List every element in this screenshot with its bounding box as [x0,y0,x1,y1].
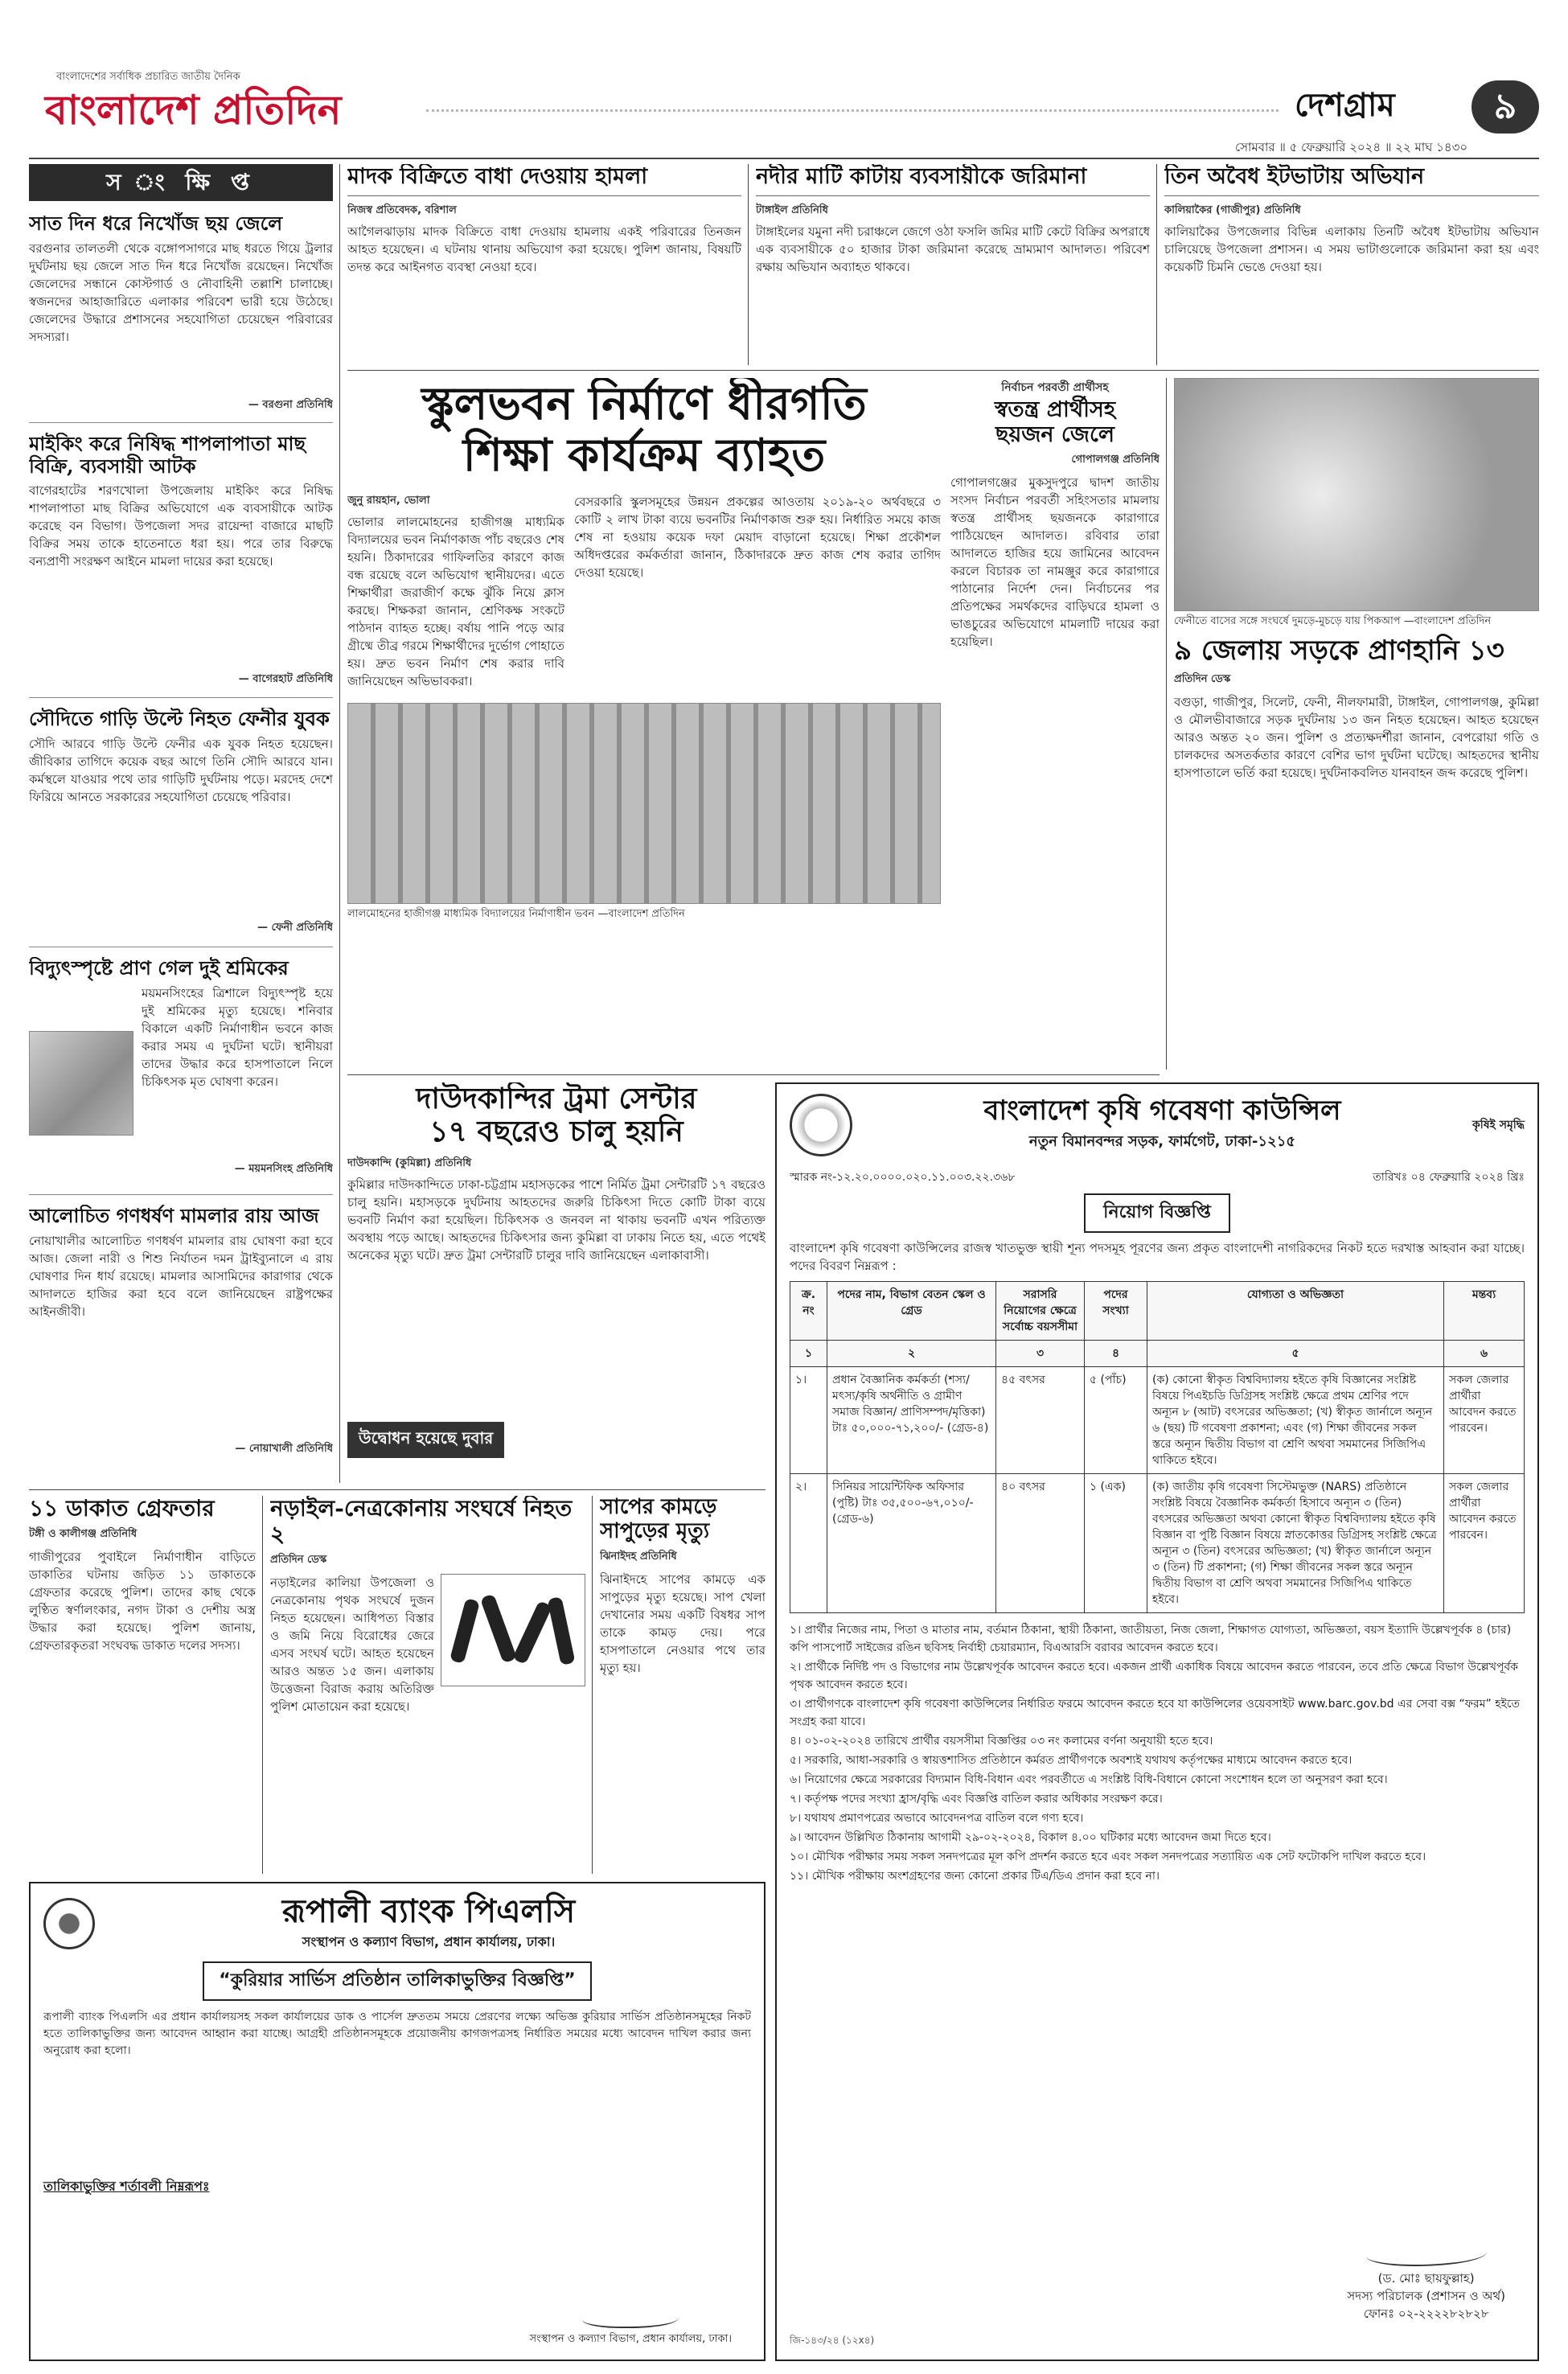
brief-byline: — বরগুনা প্রতিনিধি [248,398,333,411]
condition-item: ১০। মৌখিক পরীক্ষার সময় সকল সনদপত্রের মূল কপি প্রদর্শন করতে হবে এবং সকল সনদপত্রের সত্যায়িত এক সেট ফটোকপি দাখিল করতে হবে। [790,1850,1426,1863]
signer-title: সদস্য পরিচালক (প্রশাসন ও অর্থ) [1347,2289,1505,2303]
column-rule [339,164,340,1483]
sangkhipto-header [29,164,333,201]
column-rule [592,1496,593,1874]
story-headline: মাদক বিক্রিতে বাধা দেওয়ায় হামলা [347,164,741,196]
candidate-kicker: নির্বাচন পরবর্তী প্রার্থীসহ [1001,381,1109,394]
story-body: টাঙ্গাইলের যমুনা নদী চরাঞ্চলে জেগে ওঠা ফসলি জমির মাটি কেটে বিক্রির অপরাধে এক ব্যবসায়ীকে ৫০ হাজার টাকা জরিমানা করেছে ভ্রাম্যমাণ আদালত। পরিবেশ রক্ষায় অভিযান অব্যাহত থাকবে। [756,224,1150,275]
cell-post: প্রধান বৈজ্ঞানিক কর্মকর্তা (শস্য/মৎস্য/কৃষি অর্থনীতি ও গ্রামীণ সমাজ বিজ্ঞান/ প্রাণিসম্পদ/মৃত্তিকা) টাঃ ৫০,০০০-৭১,২০০/- (গ্রেড-৪) [827,1367,996,1474]
school-headline-line2: শিক্ষা কার্যক্রম ব্যাহত [462,429,826,483]
masthead [0,0,1568,153]
candidate-headline-line1: স্বতন্ত্র প্রার্থীসহ [994,397,1116,422]
barc-intro: বাংলাদেশ কৃষি গবেষণা কাউন্সিলের রাজস্ব খাতভুক্ত স্থায়ী শূন্য পদসমূহ পূরণের জন্য প্রকৃত বাংলাদেশী নাগরিকদের নিকট হতে দরখাস্ত আহবান করা যাচ্ছে। পদের বিবরণ নিম্নরূপ : [790,1241,1525,1273]
sangkhipto-column [29,164,333,1483]
brief-item [29,433,333,698]
table-header: যোগ্যতা ও অভিজ্ঞতা [1147,1282,1444,1341]
table-header: পদের নাম, বিভাগ বেতন স্কেল ও গ্রেড [827,1282,996,1341]
brief-byline: — ময়মনসিংহ প্রতিনিধি [234,1162,333,1175]
brief-headline: আলোচিত গণধর্ষণ মামলার রায় আজ [29,1205,319,1227]
rupali-title: রূপালী ব্যাংক পিএলসি [281,1892,576,1930]
school-byline: জুনু রায়হান, ভোলা [347,494,430,507]
rupali-conditions-title: তালিকাভুক্তির শর্তাবলী নিম্নরূপঃ [43,2179,210,2194]
table-header: সরাসরি নিয়োগের ক্ষেত্রে সর্বোচ্চ বয়সসীমা [996,1282,1085,1341]
cell-count: ১ (এক) [1085,1474,1147,1613]
column-number: ৩ [996,1341,1085,1367]
condition-item: ১১। মৌখিক পরীক্ষায় অংশগ্রহণের জন্য কোনো প্রকার টিএ/ডিএ প্রদান করা হবে না। [790,1870,1160,1883]
accident-byline: প্রতিদিন ডেস্ক [1174,673,1231,686]
barc-ad-code: জি-১৪৩/২৪ (১২x৪) [790,2335,875,2346]
masthead-divider-line [426,109,1279,112]
condition-item: ২। প্রার্থীকে নির্দিষ্ট পদ ও বিভাগের নাম উল্লেখপূর্বক আবেদন করতে হবে। একজন প্রার্থী একাধিক বিষয়ে আবেদন করতে পারবেন, তবে প্রতি ক্ষেত্রে বিভাগ উল্লেখপূর্বক পৃথক আবেদন করতে হবে। [790,1661,1518,1691]
brief-item [29,957,333,1195]
brief-byline: — নোয়াখালী প্রতিনিধি [235,1442,333,1455]
story-byline: নিজস্ব প্রতিবেদক, বরিশাল [347,204,457,217]
clash-silhouette-graphic [441,1574,585,1686]
table-header: পদের সংখ্যা [1085,1282,1147,1341]
cell-qualification: (ক) কোনো স্বীকৃত বিশ্ববিদ্যালয় হইতে কৃষি বিজ্ঞানের সংশ্লিষ্ট বিষয়ে পিএইচডি ডিগ্রিসহ সংশ্লিষ্ট ক্ষেত্রে প্রথম শ্রেণির পদে অন্যূন ৮ (আট) বৎসরের অভিজ্ঞতা; (খ) স্বীকৃত জার্নালে অন্যূন ৬ (ছয়) টি গবেষণা প্রকাশনা; এবং (গ) শিক্ষা জীবনের সকল স্তরে অন্যূন দ্বিতীয় বিভাগ বা শ্রেণি অথবা সমমানের সিজিপিএ থাকিতে হইবে। [1147,1367,1444,1474]
section-name: দেশগ্রাম [1295,86,1395,124]
robbery-body: গাজীপুরের পুবাইলে নির্মাণাধীন বাড়িতে ডাকাতির ঘটনায় জড়িত ১১ ডাকাতকে গ্রেফতার করেছে পুলিশ। তাদের কাছ থেকে লুণ্ঠিত স্বর্ণালংকার, নগদ টাকা ও দেশীয় অস্ত্র উদ্ধার করা হয়েছে। পুলিশ জানায়, গ্রেফতারকৃতরা সংঘবদ্ধ ডাকাত দলের সদস্য। [29,1550,256,1653]
condition-item: ৭। কর্তৃপক্ষ পদের সংখ্যা হ্রাস/বৃদ্ধি এবং বিজ্ঞপ্তি বাতিল করার অধিকার সংরক্ষণ করে। [790,1793,1163,1805]
condition-item: ৪। ০১-০২-২০২৪ তারিখে প্রার্থীর বয়সসীমা বিজ্ঞপ্তির ০৩ নং কলামের বর্ণনা অনুযায়ী হতে হবে। [790,1735,1213,1748]
robbery-headline: ১১ ডাকাত গ্রেফতার [29,1496,215,1522]
snake-body: ঝিনাইদহে সাপের কামড়ে এক সাপুড়ের মৃত্যু হয়েছে। সাপ খেলা দেখানোর সময় একটি বিষধর সাপ তাকে কামড় দেয়। পরে হাসপাতালে নেওয়ার পথে তার মৃত্যু হয়। [600,1571,766,1675]
story-body: আগৈলঝাড়ায় মাদক বিক্রিতে বাধা দেওয়ায় হামলায় একই পরিবারের তিনজন আহত হয়েছেন। এ ঘটনায় থানায় অভিযোগ করা হয়েছে। পুলিশ জানায়, বিষয়টি তদন্ত করে আইনগত ব্যবস্থা নেওয়া হবে। [347,224,741,275]
cell-sl: ২। [790,1474,827,1613]
column-number: ২ [827,1341,996,1367]
cell-sl: ১। [790,1367,827,1474]
cell-qualification: (ক) জাতীয় কৃষি গবেষণা সিস্টেমভুক্ত (NARS) প্রতিষ্ঠানে সংশ্লিষ্ট বিষয়ে বৈজ্ঞানিক কর্মকর্তা হিসাবে অন্যূন ৩ (তিন) বৎসরের অভিজ্ঞতা অথবা কোনো স্বীকৃত বিশ্ববিদ্যালয় হইতে কৃষি বিজ্ঞান বা পুষ্টি বিজ্ঞান বিষয়ে স্নাতকোত্তর ডিগ্রিসহ সংশ্লিষ্ট ক্ষেত্রে অন্যূন ৩ (তিন) বৎসরের অভিজ্ঞতা; (খ) স্বীকৃত জার্নালে অন্যূন ৩ (তিন) টি প্রকাশনা; (গ) শিক্ষা জীবনের সকল স্তরে অন্যূন দ্বিতীয় বিভাগ বা শ্রেণি অথবা সমমানের সিজিপিএ থাকিতে হইবে। [1147,1474,1444,1613]
story-byline: কালিয়াকৈর (গাজীপুর) প্রতিনিধি [1164,204,1301,217]
section-rule [347,370,1539,371]
clash-byline: প্রতিদিন ডেস্ক [270,1554,327,1567]
barc-memo: স্মারক নং-১২.২০.০০০০.০২০.১১.০০৩.২২.৩৬৮ [790,1171,1016,1184]
school-body-continued: বেসরকারি স্কুলসমূহের উন্নয়ন প্রকল্পের আওতায় ২০১৯-২০ অর্থবছরে ৩ কোটি ২ লাখ টাকা ব্যয়ে ভবনটির নির্মাণকাজ শুরু হয়। নির্ধারিত সময়ে কাজ শেষ না হওয়ায় কয়েক দফা মেয়াদ বাড়ানো হয়েছে। শিক্ষা প্রকৌশল অধিদপ্তরের কর্মকর্তারা জানান, ঠিকাদারকে দ্রুত কাজ শেষ করার তাগিদ দেওয়া হয়েছে। [574,494,941,580]
column-number: ১ [790,1341,827,1367]
barc-recruitment-ad [775,1082,1539,2361]
brief-item [29,212,333,423]
brief-item [29,708,333,947]
column-rule [262,1496,263,1874]
brief-byline: — ফেনী প্রতিনিধি [257,921,333,934]
cell-age: ৪৫ বৎসর [996,1367,1085,1474]
barc-logo [790,1094,852,1156]
school-photo-caption: লালমোহনের হাজীগঞ্জ মাধ্যমিক বিদ্যালয়ের নির্মাণাধীন ভবন —বাংলাদেশ প্রতিদিন [347,907,685,920]
electrocution-photo [29,1031,133,1136]
signer-name: (ড. মোঃ ছায়ফুল্লাহ) [1377,2271,1475,2286]
signer-phone: ফোনঃ ০২-২২২২৮২৮২৮ [1363,2306,1489,2321]
accident-story [1174,378,1539,1182]
table-row [790,1474,1525,1613]
robbery-story [29,1496,256,1874]
column-number: ৫ [1147,1341,1444,1367]
accident-headline: ৯ জেলায় সড়কে প্রাণহানি ১৩ [1174,635,1504,667]
school-body: ভোলার লালমোহনের হাজীগঞ্জ মাধ্যমিক বিদ্যালয়ের ভবন নির্মাণকাজ পাঁচ বছরেও শেষ হয়নি। ঠিকাদারের গাফিলতির কারণে কাজ বন্ধ রয়েছে বলে অভিযোগ স্থানীয়দের। এতে শিক্ষার্থীরা জরাজীর্ণ কক্ষে ঝুঁকি নিয়ে ক্লাস করছে। শিক্ষকরা জানান, শ্রেণিকক্ষ সংকটে পাঠদান ব্যাহত হচ্ছে। বর্ষায় পানি পড়ে আর গ্রীষ্মে তীব্র গরমে শিক্ষার্থীদের দুর্ভোগ পোহাতে হয়। দ্রুত ভবন নির্মাণ শেষ করার দাবি জানিয়েছেন অভিভাবকরা। [347,514,564,688]
clash-headline: নড়াইল-নেত্রকোনায় সংঘর্ষে নিহত ২ [270,1496,573,1548]
condition-item: ৯। আবেদন উল্লিখিত ঠিকানায় আগামী ২৯-০২-২০২৪, বিকাল ৪.০০ ঘটিকার মধ্যে আবেদন জমা দিতে হবে। [790,1831,1271,1844]
story-headline: নদীর মাটি কাটায় ব্যবসায়ীকে জরিমানা [756,164,1150,196]
barc-posts-table [790,1281,1525,1613]
trauma-callout-text: উদ্বোধন হয়েছে দুবার [359,1427,494,1448]
column-rule [1156,164,1157,365]
condition-item: ১। প্রার্থীর নিজের নাম, পিতা ও মাতার নাম, বর্তমান ঠিকানা, স্থায়ী ঠিকানা, জাতীয়তা, নিজ জেলা, শিক্ষাগত যোগ্যতা, অভিজ্ঞতা, বয়স ইত্যাদি উল্লেখপূর্বক ৪ (চার) কপি পাসপোর্ট সাইজের রঙিন ছবিসহ নির্বাহী চেয়ারম্যান, বিএআরসি বরাবর আবেদন করতে হবে। [790,1624,1512,1654]
brief-byline: — বাগেরহাট প্রতিনিধি [238,673,333,686]
rupali-subtitle: সংস্থাপন ও কল্যাণ বিভাগ, প্রধান কার্যালয়, ঢাকা। [302,1934,556,1949]
page-number-badge [1472,80,1539,133]
accident-photo-caption: ফেনীতে বাসের সঙ্গে সংঘর্ষে দুমড়ে-মুচড়ে যায় পিকআপ —বাংলাদেশ প্রতিদিন [1174,615,1492,627]
signature-scribble [582,2307,679,2328]
masthead-logo: বাংলাদেশ প্রতিদিন [45,86,342,133]
rupali-box-title: “কুরিয়ার সার্ভিস প্রতিষ্ঠান তালিকাভুক্তির বিজ্ঞপ্তি” [203,1961,591,2001]
school-building-photo [347,703,941,904]
condition-item: ৫। সরকারি, আধা-সরকারি ও স্বায়ত্তশাসিত প্রতিষ্ঠানে কর্মরত প্রার্থীগণকে অবশ্যই যথাযথ কর্তৃপক্ষের মাধ্যমে আবেদন করতে হবে। [790,1754,1353,1767]
trauma-callout [347,1422,504,1458]
column-number: ৪ [1085,1341,1147,1367]
top-story-2 [756,164,1150,365]
accident-photo [1174,378,1539,611]
page-number: ৯ [1493,86,1517,127]
column-number: ৬ [1444,1341,1525,1367]
section-rule [347,1074,1160,1075]
top-story-1 [347,164,741,365]
rupali-bank-ad [29,1882,766,2361]
snake-byline: ঝিনাইদহ প্রতিনিধি [600,1550,677,1563]
candidate-headline-line2: ছয়জন জেলে [995,422,1115,448]
brief-body: ময়মনসিংহের ত্রিশালে বিদ্যুৎস্পৃষ্ট হয়ে দুই শ্রমিকের মৃত্যু হয়েছে। শনিবার বিকালে একটি নির্মাণাধীন ভবনে কাজ করার সময় এ দুর্ঘটনা ঘটে। স্থানীয়রা তাদের উদ্ধার করে হাসপাতালে নিলে চিকিৎসক মৃত ঘোষণা করেন। [142,985,333,1089]
barc-notice-title: নিয়োগ বিজ্ঞপ্তি [1084,1193,1230,1233]
sangkhipto-title: স ং ক্ষি প্ত [106,169,256,195]
table-number-row [790,1341,1525,1367]
trauma-byline: দাউদকান্দি (কুমিল্লা) প্রতিনিধি [347,1156,472,1169]
story-byline: টাঙ্গাইল প্রতিনিধি [756,204,828,217]
snake-story [600,1496,766,1874]
brief-headline: সৌদিতে গাড়ি উল্টে নিহত ফেনীর যুবক [29,708,330,730]
snake-headline: সাপের কামড়ে সাপুড়ের মৃত্যু [600,1496,717,1543]
section-rule [29,1489,766,1490]
top-story-3 [1164,164,1539,365]
condition-item: ৮। যথাযথ প্রমাণপত্রের অভাবে আবেদনপত্র বাতিল বলে গণ্য হবে। [790,1812,1084,1825]
candidate-byline: গোপালগঞ্জ প্রতিনিধি [1071,454,1160,466]
rupali-logo [43,1898,95,1949]
masthead-tagline: বাংলাদেশের সর্বাধিক প্রচারিত জাতীয় দৈনিক [56,71,240,83]
rupali-signature-dept: সংস্থাপন ও কল্যাণ বিভাগ, প্রধান কার্যালয়, ঢাকা। [529,2333,732,2345]
brief-item [29,1205,333,1462]
column-rule [748,164,749,365]
brief-body: সৌদি আরবে গাড়ি উল্টে ফেনীর এক যুবক নিহত হয়েছেন। জীবিকার তাগিদে কয়েক বছর আগে তিনি সৌদি আরবে যান। কর্মস্থলে যাওয়ার পথে তার গাড়িটি দুর্ঘটনায় পড়ে। মরদেহ দেশে ফিরিয়ে আনতে সরকারের সহযোগিতা চেয়েছে পরিবার। [29,736,333,804]
condition-item: ৩। প্রার্থীগণকে বাংলাদেশ কৃষি গবেষণা কাউন্সিলের নির্ধারিত ফরমে আবেদন করতে হবে যা কাউন্সিলের ওয়েবসাইট www.barc.gov.bd এর সেবা বক্স “ফরম” হইতে সংগ্রহ করা যাবে। [790,1698,1520,1728]
cell-age: ৪০ বৎসর [996,1474,1085,1613]
brief-body: বরগুনার তালতলী থেকে বঙ্গোপসাগরে মাছ ধরতে গিয়ে ট্রলার দুর্ঘটনায় ছয় জেলে সাত দিন ধরে নিখোঁজ রয়েছেন। নিখোঁজ জেলেদের সন্ধানে কোস্টগার্ড ও নৌবাহিনী তল্লাশি চালাচ্ছে। স্বজনদের আহাজারিতে এলাকার পরিবেশ ভারী হয়ে উঠেছে। জেলেদের উদ্ধারে প্রশাসনের সহযোগিতা চেয়েছেন পরিবারের সদস্যরা। [29,240,333,344]
accident-body: বগুড়া, গাজীপুর, সিলেট, ফেনী, নীলফামারী, টাঙ্গাইল, গোপালগঞ্জ, কুমিল্লা ও মৌলভীবাজারে সড়ক দুর্ঘটনায় ১৩ জন নিহত হয়েছেন। আহত হয়েছেন আরও অন্তত ২০ জন। পুলিশ ও প্রত্যক্ষদর্শীরা জানান, বেপরোয়া গতি ও চালকদের অসতর্কতার কারণে বেশির ভাগ দুর্ঘটনা ঘটেছে। আহতদের স্থানীয় হাসপাতালে ভর্তি করা হয়েছে। দুর্ঘটনাকবলিত যানবাহন জব্দ করেছে পুলিশ। [1174,695,1539,781]
cell-note: সকল জেলার প্রার্থীরা আবেদন করতে পারবেন। [1444,1474,1525,1613]
candidate-story [950,378,1160,1070]
barc-title: বাংলাদেশ কৃষি গবেষণা কাউন্সিল [983,1094,1341,1127]
clash-story [270,1496,585,1874]
barc-tag: কৃষিই সমৃদ্ধি [1472,1119,1525,1132]
table-header: মন্তব্য [1444,1282,1525,1341]
story-body: কালিয়াকৈর উপজেলার বিভিন্ন এলাকায় তিনটি অবৈধ ইটভাটায় অভিযান চালিয়েছে উপজেলা প্রশাসন। এ সময় ভাটাগুলোকে জরিমানা করা হয় এবং কয়েকটি চিমনি ভেঙে দেওয়া হয়। [1164,224,1539,275]
trauma-headline-line1: দাউদকান্দির ট্রমা সেন্টার [416,1082,697,1115]
table-header: ক্র. নং [790,1282,827,1341]
cell-count: ৫ (পাঁচ) [1085,1367,1147,1474]
trauma-story [347,1082,766,1485]
table-row [790,1367,1525,1474]
school-headline-line1: স্কুলভবন নির্মাণে ধীরগতি [421,378,867,430]
trauma-headline-line2: ১৭ বছরেও চালু হয়নি [429,1115,683,1149]
school-story [347,378,941,1070]
trauma-body: কুমিল্লার দাউদকান্দিতে ঢাকা-চট্টগ্রাম মহাসড়কের পাশে নির্মিত ট্রমা সেন্টারটি ১৭ বছরেও চালু হয়নি। মহাসড়কে দুর্ঘটনায় আহতদের জরুরি চিকিৎসা দিতে কোটি টাকা ব্যয়ে ভবনটি নির্মাণ করা হয়েছিল। চিকিৎসক ও জনবল না থাকায় ভবনটি এখন পরিত্যক্ত অবস্থায় পড়ে আছে। আহতদের চিকিৎসার জন্য কুমিল্লা বা ঢাকায় নিতে হয়, এতে পথেই অনেকের মৃত্যু ঘটে। দ্রুত ট্রমা সেন্টারটি চালুর দাবি জানিয়েছেন এলাকাবাসী। [347,1177,766,1263]
candidate-body: গোপালগঞ্জের মুকসুদপুরে দ্বাদশ জাতীয় সংসদ নির্বাচন পরবর্তী সহিংসতার মামলায় স্বতন্ত্র প্রার্থীসহ ছয়জনকে কারাগারে পাঠিয়েছেন আদালত। রবিবার তারা আদালতে হাজির হয়ে জামিনের আবেদন করলে বিচারক তা নামঞ্জুর করে কারাগারে পাঠানোর নির্দেশ দেন। নির্বাচনের পর প্রতিপক্ষের সমর্থকদের বাড়িঘরে হামলা ও ভাঙচুরের অভিযোগে মামলাটি দায়ের করা হয়েছিল। [950,475,1160,650]
brief-body: বাগেরহাটের শরণখোলা উপজেলায় মাইকিং করে নিষিদ্ধ শাপলাপাতা মাছ বিক্রির অভিযোগে এক ব্যবসায়ীকে আটক করেছে বন বিভাগ। উপজেলা সদর রায়েন্দা বাজারে মাছটি বিক্রির সময় তাকে হাতেনাতে ধরা হয়। পরে তার বিরুদ্ধে বন্যপ্রাণী সংরক্ষণ আইনে মামলা দায়ের করা হয়েছে। [29,483,333,569]
barc-conditions [790,1621,1525,1885]
brief-headline: মাইকিং করে নিষিদ্ধ শাপলাপাতা মাছ বিক্রি, ব্যবসায়ী আটক [29,433,306,478]
column-rule [1166,378,1167,1070]
brief-body: নোয়াখালীর আলোচিত গণধর্ষণ মামলার রায় ঘোষণা করা হবে আজ। জেলা নারী ও শিশু নির্যাতন দমন ট্রাইব্যুনালে এ রায় ঘোষণার দিন ধার্য রয়েছে। মামলার আসামিদের কারাগার থেকে আদালতে হাজির করা হবে বলে জানিয়েছেন রাষ্ট্রপক্ষের আইনজীবী। [29,1233,333,1319]
barc-address: নতুন বিমানবন্দর সড়ক, ফার্মগেট, ঢাকা-১২১৫ [1028,1133,1296,1151]
signature-scribble [1366,2242,1487,2266]
cell-note: সকল জেলার প্রার্থীরা আবেদন করতে পারবেন। [1444,1367,1525,1474]
robbery-byline: টঙ্গী ও কালীগঞ্জ প্রতিনিধি [29,1528,138,1541]
story-headline: তিন অবৈধ ইটভাটায় অভিযান [1164,164,1539,196]
cell-post: সিনিয়র সায়েন্টিফিক অফিসার (পুষ্টি) টাঃ ৩৫,৫০০-৬৭,০১০/- (গ্রেড-৬) [827,1474,996,1613]
brief-headline: বিদ্যুৎস্পৃষ্টে প্রাণ গেল দুই শ্রমিকের [29,957,289,980]
condition-item: ৬। নিয়োগের ক্ষেত্রে সরকারের বিদ্যমান বিধি-বিধান এবং পরবর্তীতে এ সংশ্লিষ্ট বিধি-বিধানে কোনো সংশোধন হলে তা অনুসরণ করা হবে। [790,1773,1388,1786]
rupali-body: রূপালী ব্যাংক পিএলসি এর প্রধান কার্যালয়সহ সকল কার্যালয়ের ডাক ও পার্সেল দ্রুততম সময়ে প্রেরণের লক্ষ্যে অভিজ্ঞ কুরিয়ার সার্ভিস প্রতিষ্ঠানসমূহের নিকট হতে তালিকাভুক্তির জন্য আবেদন আহ্বান করা যাচ্ছে। আগ্রহী প্রতিষ্ঠানসমূহকে প্রয়োজনীয় কাগজপত্রসহ নির্ধারিত সময়ের মধ্যে আবেদন দাখিল করার জন্য অনুরোধ করা হলো। [43,2011,751,2057]
clash-body: নড়াইলের কালিয়া উপজেলা ও নেত্রকোনায় পৃথক সংঘর্ষে দুজন নিহত হয়েছেন। আধিপত্য বিস্তার ও জমি নিয়ে বিরোধের জেরে এসব সংঘর্ষ ঘটে। আহত হয়েছেন আরও অন্তত ১৫ জন। এলাকায় উত্তেজনা বিরাজ করায় অতিরিক্ত পুলিশ মোতায়েন করা হয়েছে। [270,1575,434,1715]
barc-date: তারিখঃ ০৪ ফেব্রুয়ারি ২০২৪ খ্রিঃ [1373,1171,1525,1184]
rupali-signature-block [529,2307,732,2348]
brief-headline: সাত দিন ধরে নিখোঁজ ছয় জেলে [29,212,283,235]
masthead-rule [29,158,1539,159]
table-header-row [790,1282,1525,1341]
issue-date: সোমবার ॥ ৫ ফেব্রুয়ারি ২০২৪ ॥ ২২ মাঘ ১৪৩০ [1235,140,1468,154]
barc-signature-block [1347,2242,1505,2323]
